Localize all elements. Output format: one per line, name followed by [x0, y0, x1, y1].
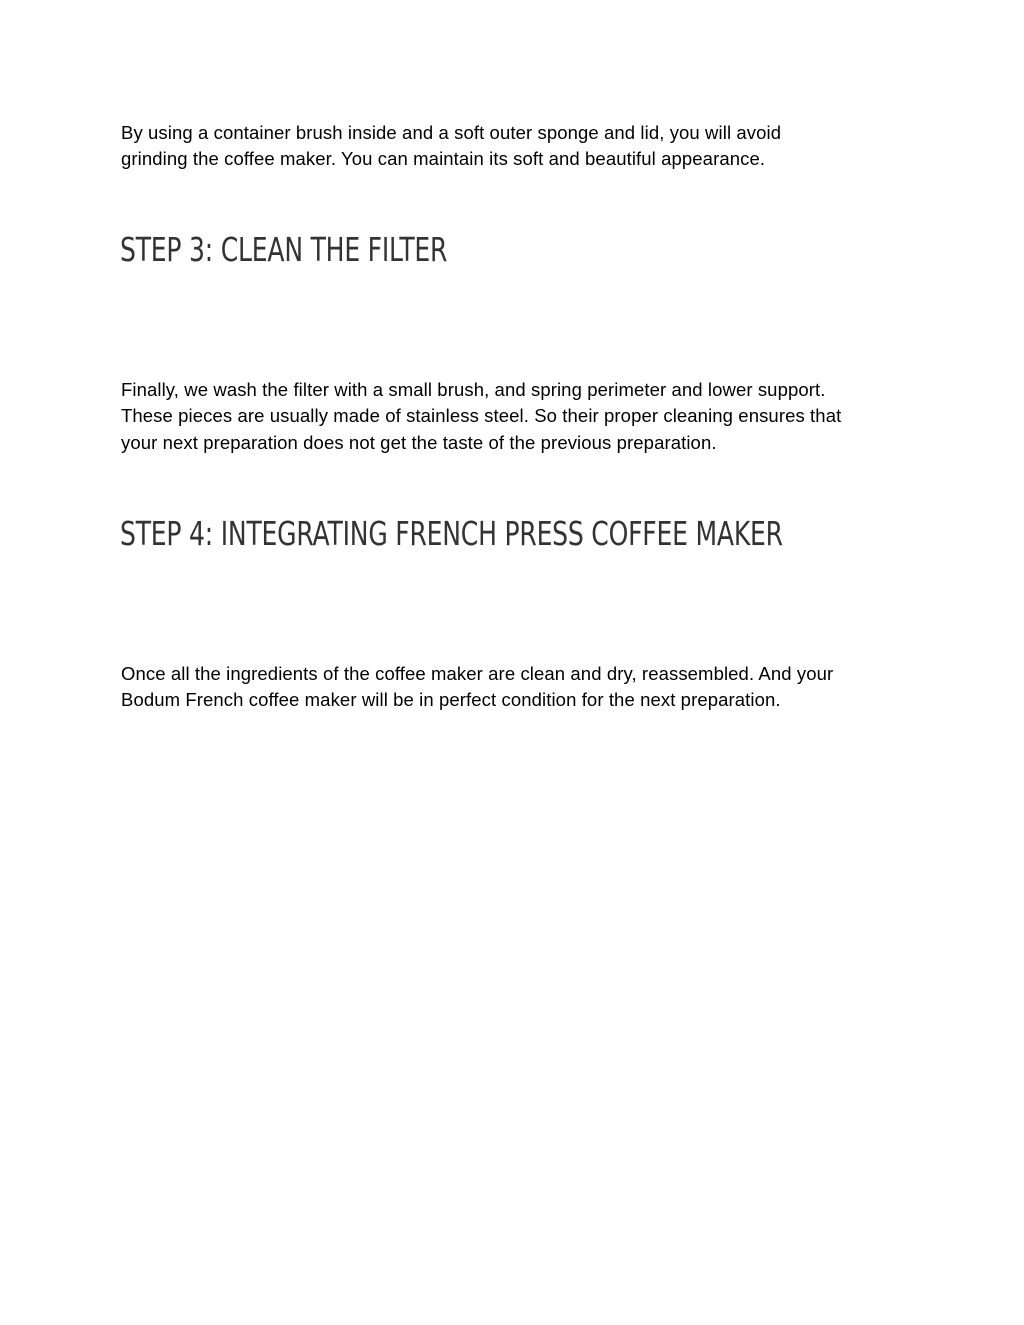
step-3-paragraph — [121, 377, 911, 456]
step-4-paragraph — [121, 661, 911, 714]
paragraph-line: your next preparation does not get the taste of the previous preparation. — [121, 431, 717, 453]
intro-paragraph — [121, 120, 911, 173]
step-4-heading: STEP 4: INTEGRATING FRENCH PRESS COFFEE MAKER — [120, 514, 783, 553]
paragraph-line: By using a container brush inside and a soft outer sponge and lid, you will avoid — [121, 122, 782, 143]
paragraph-line: These pieces are usually made of stainless steel. So their proper cleaning ensures that — [121, 405, 842, 427]
paragraph-line: Once all the ingredients of the coffee maker are clean and dry, reassembled. And your — [121, 663, 834, 684]
paragraph-line: Finally, we wash the filter with a small brush, and spring perimeter and lower support. — [121, 379, 826, 400]
paragraph-line: grinding the coffee maker. You can maintain its soft and beautiful appearance. — [121, 148, 766, 170]
paragraph-line: Bodum French coffee maker will be in perfect condition for the next preparation. — [121, 689, 781, 711]
step-3-heading: STEP 3: CLEAN THE FILTER — [120, 230, 448, 269]
